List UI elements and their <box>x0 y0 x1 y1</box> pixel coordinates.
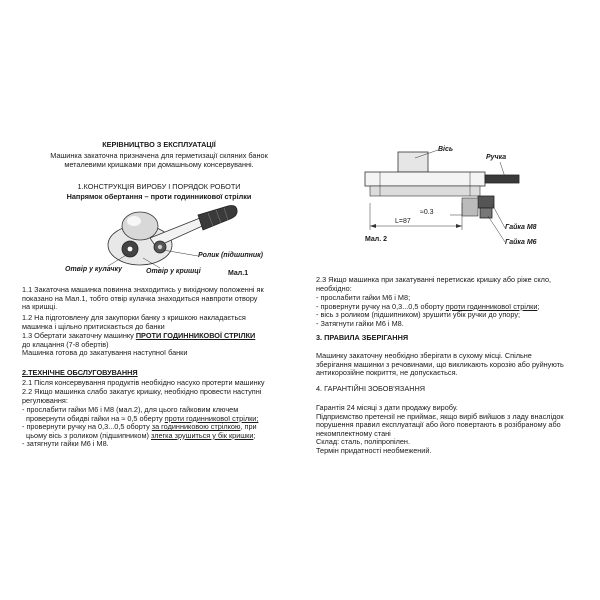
cap-dome <box>122 212 158 240</box>
roller-label: Ролик (підшипник) <box>198 252 264 259</box>
section-3-heading: 3. ПРАВИЛА ЗБЕРІГАННЯ <box>316 333 409 342</box>
handle-label: Ручка <box>486 154 507 161</box>
dimension-length: L=87 <box>395 218 411 225</box>
adjustment-list: - прослабити гайки М6 і М8 (мал.2), для цього гайковим ключем провернути обидві гайки на ≈ 0,5 оберту проти годинникової стрілки; - провернути ручку на 0,3...0,5 оборту за годинниковою стрілкою, при цьому вісь з роликом (підшипником) злегка зрушиться у бік кришки; - затягнути гайки М6 і М8. <box>22 405 259 449</box>
rotation-direction-note: Напрямок обертання – проти годинникової стрілки <box>66 192 252 201</box>
section-4-heading: 4. ГАРАНТІЙНІ ЗОБОВ'ЯЗАННЯ <box>316 384 426 393</box>
axis-post <box>398 152 428 172</box>
lid-hole-label: Отвір у кришці <box>146 268 201 275</box>
axis-label: Вісь <box>438 146 454 153</box>
manual-title: КЕРІВНИЦТВО З ЕКСПЛУАТАЦІЇ <box>102 140 216 149</box>
body-plate <box>365 172 485 186</box>
handle <box>485 175 519 183</box>
cam <box>122 241 138 257</box>
intro-text: Машинка закаточна призначена для герметизації скляних банок металевими кришками при домашньому консервуванні. <box>50 151 268 169</box>
warranty-text: Гарантія 24 місяці з дати продажу виробу. Підприємство претензії не приймає, якщо виріб вийшов з ладу внаслідок порушення правил експлуатації або його повертають в розібраному або некомплектному стані Склад: сталь, поліпропілен. Термін придатності необмежений. <box>316 403 564 455</box>
paragraph-2-1: 2.1 Після консервування продуктів необхідно насухо протерти машинку <box>22 378 265 387</box>
section-2-heading: 2.ТЕХНІЧНЕ ОБСЛУГОВУВАННЯ <box>22 368 138 377</box>
lid-ellipse <box>108 225 172 265</box>
storage-text: Машинку закаточну необхідно зберігати в сухому місці. Спільне зберігання машинки з речовинами, що викликають корозію або руйнують антикорозійне покриття, не допускається. <box>316 351 564 378</box>
dimension-offset: ≈0.3 <box>420 209 434 216</box>
cam-hole-label: Отвір у кулачку <box>65 266 123 273</box>
nut-m6-label: Гайка М6 <box>505 239 537 246</box>
nut-m8-label: Гайка М8 <box>505 224 537 231</box>
section-1-heading: 1.КОНСТРУКЦІЯ ВИРОБУ І ПОРЯДОК РОБОТИ <box>77 182 241 191</box>
paragraph-2-3: 2.3 Якщо машинка при закатуванні перетискає кришку або ріже скло, необхідно: <box>316 275 552 293</box>
figure-1-caption: Мал.1 <box>228 270 249 277</box>
correction-list: - прослабити гайки М6 і М8; - провернути ручку на 0,3...0,5 оборту проти годинникової стрілки; - вісь з роликом (підшипником) зрушити убік ручки до упору; - Затягнути гайки М6 і М8. <box>316 293 540 328</box>
nut-m6 <box>480 208 492 218</box>
paragraph-1-1: 1.1 Закаточна машинка повинна знаходитись у вихідному положенні як показано на Мал.1, тобто отвір кулачка знаходиться навпроти отвору на кришці. <box>22 285 264 312</box>
paragraph-2-2: 2.2 Якщо машинка слабо закатує кришку, необхідно провести наступні регулювання: <box>22 387 262 405</box>
roller <box>154 241 166 253</box>
handle-grip <box>198 206 237 231</box>
paragraph-1-2: 1.2 На підготовлену для закупорки банку з кришкою накладається машинка і щільно притискається до банки <box>22 313 246 331</box>
nut-m8 <box>478 196 494 208</box>
figure-2-caption: Мал. 2 <box>365 236 388 243</box>
handle-arm <box>150 216 209 247</box>
paragraph-1-3: 1.3 Обертати закаточну машинку ПРОТИ ГОДИННИКОВОЇ СТРІЛКИ до клацання (7-8 обертів) Машинка готова до закатування наступної банки <box>22 331 256 358</box>
